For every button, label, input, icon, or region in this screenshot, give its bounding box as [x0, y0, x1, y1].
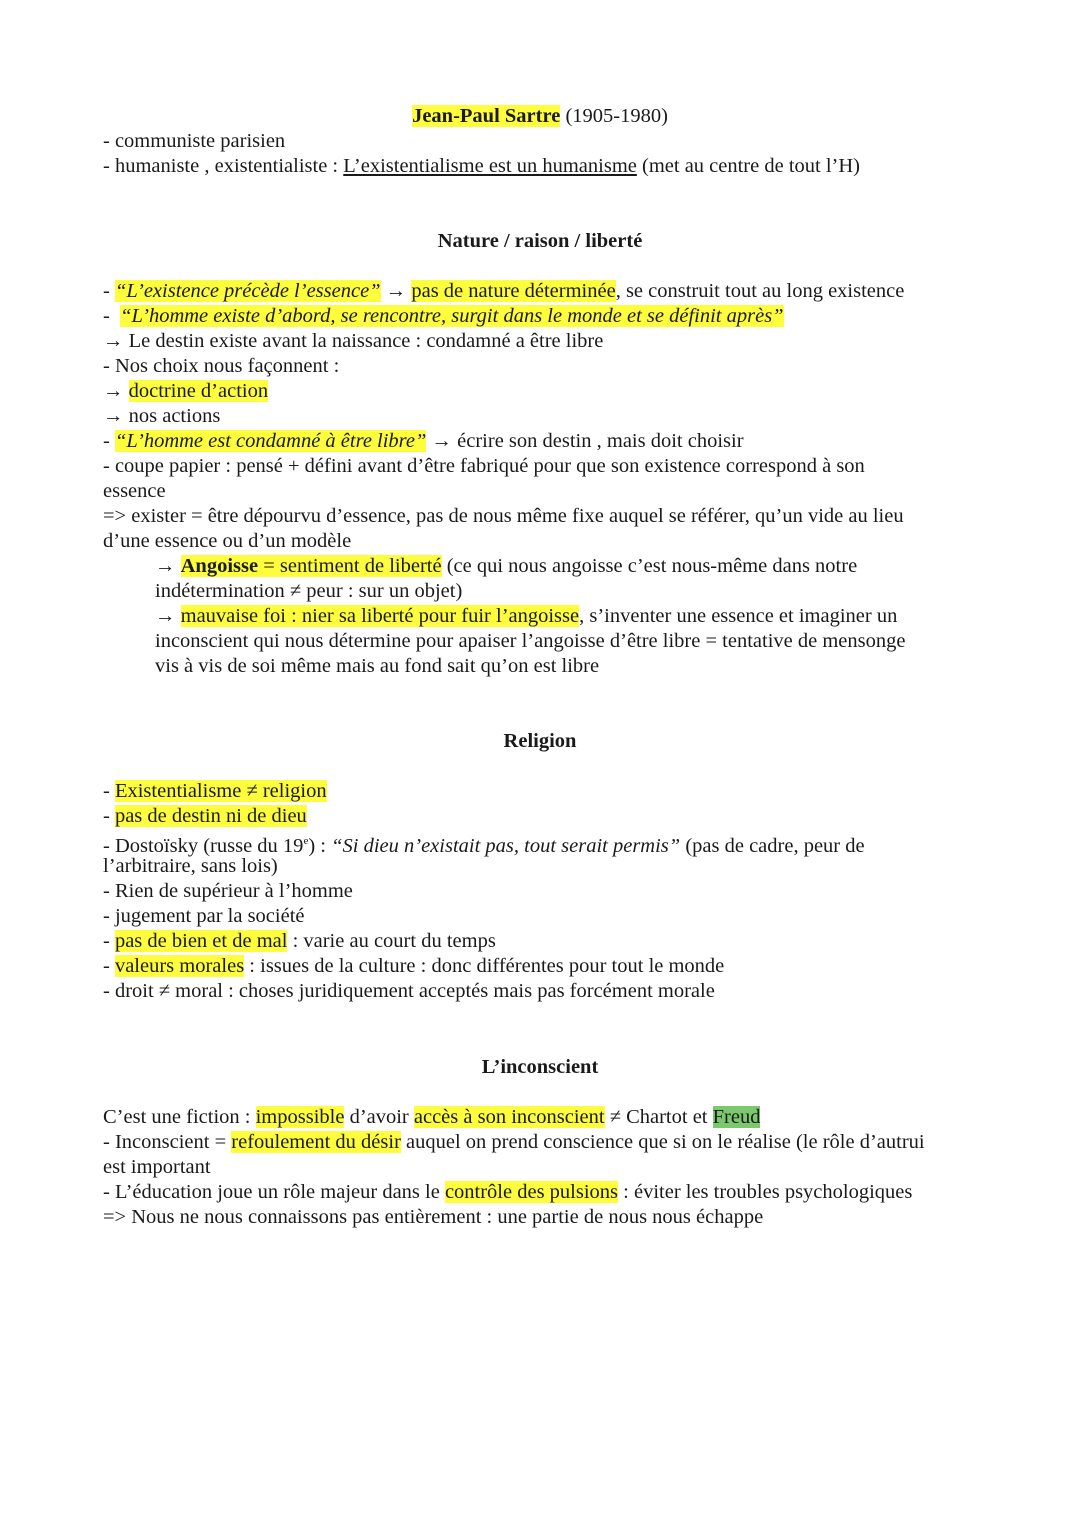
- text-span: , s’inventer une essence et imaginer un: [579, 605, 898, 627]
- text-span: - humaniste , existentialiste :: [103, 155, 344, 177]
- section-heading-nature: Nature / raison / liberté: [437, 230, 643, 252]
- text-span: -: [103, 955, 115, 977]
- highlight: sentiment de liberté: [279, 555, 442, 577]
- text-span: -: [103, 780, 115, 802]
- page-title: [0, 104, 1080, 129]
- nature-line-2: [103, 304, 784, 329]
- religion-line-6: - jugement par la société: [103, 905, 305, 927]
- text-span: - Dostoïsky (russe du 19: [103, 834, 304, 857]
- religion-line-8: [103, 954, 724, 979]
- text-span: →: [380, 280, 412, 302]
- religion-line-5: - Rien de supérieur à l’homme: [103, 880, 353, 902]
- text-span: auquel on prend conscience que si on le réalise (le rôle d’autrui: [400, 1131, 925, 1153]
- quote-highlight: “L’existence précède l’essence”: [114, 280, 381, 302]
- religion-line-7: [103, 929, 496, 954]
- text-span: -: [103, 930, 115, 952]
- text-span: (pas de cadre, peur de: [680, 834, 865, 857]
- section-heading-inconscient: L’inconscient: [481, 1056, 599, 1078]
- title-name: Jean-Paul Sartre: [412, 105, 561, 127]
- highlight-green: Freud: [712, 1106, 761, 1128]
- inconscient-line-3: est important: [103, 1156, 211, 1178]
- nature-line-8: - coupe papier : pensé + défini avant d’être fabriqué pour que son existence correspond à son: [103, 455, 865, 477]
- nature-line-9: essence: [103, 480, 166, 502]
- text-span: (met au centre de tout l’H): [636, 155, 861, 177]
- text-span: : éviter les troubles psychologiques: [618, 1181, 913, 1203]
- text-span: → écrire son destin , mais doit choisir: [426, 430, 744, 452]
- religion-line-1: [103, 779, 327, 804]
- religion-line-9: - droit ≠ moral : choses juridiquement acceptés mais pas forcément morale: [103, 980, 715, 1002]
- text-span: ≠ Chartot et: [604, 1106, 713, 1128]
- text-span: - L’éducation joue un rôle majeur dans le: [103, 1181, 445, 1203]
- intro-line-2: [103, 154, 860, 179]
- text-span: -: [103, 805, 115, 827]
- nature-line-5: [103, 379, 268, 404]
- religion-line-4: l’arbitraire, sans lois): [103, 855, 278, 877]
- superscript: e: [303, 835, 309, 847]
- text-span: -: [103, 430, 115, 452]
- inconscient-line-2: [103, 1130, 925, 1155]
- nature-line-14: [155, 604, 897, 629]
- nature-line-4: - Nos choix nous façonnent :: [103, 355, 340, 377]
- highlight: mauvaise foi : nier sa liberté pour fuir l’angoisse: [180, 605, 580, 627]
- nature-line-3: → Le destin existe avant la naissance : condamné a être libre: [103, 330, 604, 352]
- nature-line-1: [103, 279, 904, 304]
- highlight: impossible: [255, 1106, 345, 1128]
- text-span: d’avoir: [344, 1106, 414, 1128]
- text-span: -: [103, 280, 115, 302]
- highlight: valeurs morales: [114, 955, 245, 977]
- highlight: doctrine d’action: [128, 380, 269, 402]
- highlight: contrôle des pulsions: [444, 1181, 619, 1203]
- religion-line-2: [103, 804, 307, 829]
- highlight: =: [258, 555, 280, 577]
- quote-highlight: “L’homme est condamné à être libre”: [114, 430, 427, 452]
- highlight: pas de nature déterminée: [411, 280, 616, 302]
- nature-line-7: [103, 429, 744, 454]
- highlight: accès à son inconscient: [413, 1106, 605, 1128]
- nature-line-16: vis à vis de soi même mais au fond sait qu’on est libre: [155, 655, 600, 677]
- text-span: : varie au court du temps: [287, 930, 496, 952]
- nature-line-10: => exister = être dépourvu d’essence, pas de nous même fixe auquel se référer, qu’un vide au lieu: [103, 505, 904, 527]
- intro-line-1: - communiste parisien: [103, 130, 286, 152]
- nature-line-6: → nos actions: [103, 405, 221, 427]
- text-span: C’est une fiction :: [103, 1106, 256, 1128]
- text-span: -: [103, 305, 121, 327]
- quote-highlight: “L’homme existe d’abord, se rencontre, surgit dans le monde et se définit après”: [120, 305, 784, 327]
- inconscient-line-4: [103, 1180, 912, 1205]
- text-span: : issues de la culture : donc différentes pour tout le monde: [244, 955, 725, 977]
- nature-line-11: d’une essence ou d’un modèle: [103, 530, 352, 552]
- highlight: pas de destin ni de dieu: [114, 805, 307, 827]
- highlight: Existentialisme ≠ religion: [114, 780, 327, 802]
- book-title: L’existentialisme est un humanisme: [343, 155, 637, 177]
- nature-line-15: inconscient qui nous détermine pour apaiser l’angoisse d’être libre = tentative de mensonge: [155, 630, 906, 652]
- text-span: →: [155, 555, 181, 577]
- highlight: pas de bien et de mal: [114, 930, 288, 952]
- text-span: →: [155, 605, 181, 627]
- highlight: refoulement du désir: [231, 1131, 401, 1153]
- highlight-bold: Angoisse: [180, 555, 259, 577]
- nature-line-12: [155, 554, 857, 579]
- text-span: ) :: [308, 834, 332, 857]
- inconscient-line-1: [103, 1105, 760, 1130]
- nature-line-13: indétermination ≠ peur : sur un objet): [155, 580, 463, 602]
- inconscient-line-5: => Nous ne nous connaissons pas entièrement : une partie de nous nous échappe: [103, 1206, 764, 1228]
- text-span: →: [103, 380, 129, 402]
- text-span: , se construit tout au long existence: [615, 280, 905, 302]
- title-dates: (1905-1980): [565, 105, 668, 127]
- text-span: (ce qui nous angoisse c’est nous-même dans notre: [441, 555, 858, 577]
- section-heading-religion: Religion: [503, 730, 577, 752]
- text-span: - Inconscient =: [103, 1131, 232, 1153]
- quote: “Si dieu n’existait pas, tout serait permis”: [331, 834, 681, 857]
